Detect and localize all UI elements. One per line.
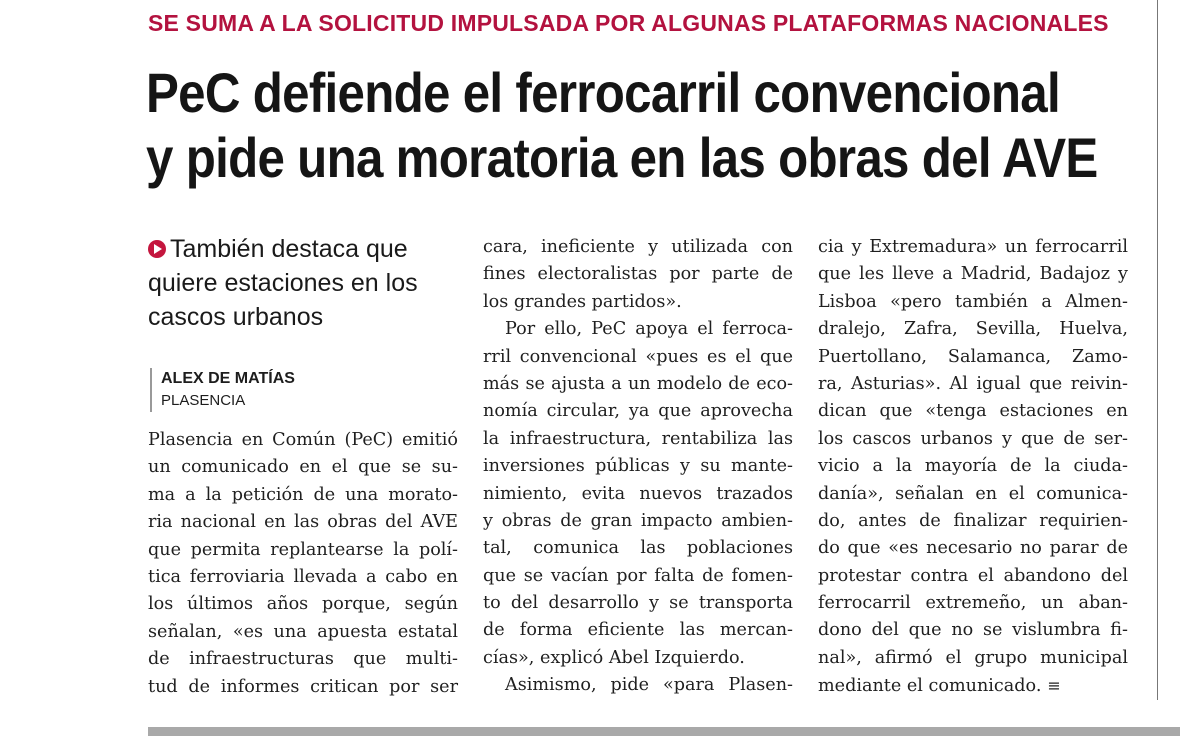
- headline: [146, 60, 1180, 190]
- text-line-content: y obras de gran impacto ambien-: [483, 510, 793, 531]
- text-line: [148, 564, 458, 591]
- text-line: [483, 316, 793, 343]
- text-line: [818, 590, 1128, 617]
- text-line: [148, 509, 458, 536]
- text-line-content: Puertollano, Salamanca, Zamo-: [818, 346, 1128, 367]
- text-line-content: do, antes de finalizar requirien-: [818, 510, 1128, 531]
- text-line: [148, 591, 458, 618]
- text-line: [483, 371, 793, 398]
- text-line: [483, 672, 793, 699]
- text-line-content: señalan, «es una apuesta estatal: [148, 621, 458, 642]
- column-divider: [1157, 0, 1158, 700]
- article-column-1: [148, 427, 458, 701]
- headline-line: PeC defiende el ferrocarril convencional: [146, 61, 1060, 124]
- text-line: [818, 261, 1128, 288]
- text-line-content: mediante el comunicado.: [818, 676, 1042, 697]
- play-bullet-icon: [148, 240, 166, 258]
- text-line: [818, 617, 1128, 644]
- text-line: [148, 674, 458, 701]
- text-line: [483, 398, 793, 425]
- text-line: [818, 234, 1128, 261]
- text-line: [148, 454, 458, 481]
- subhead-text: También destaca que quiere estaciones en los cascos urbanos: [148, 235, 418, 331]
- text-line-content: más se ajusta a un modelo de eco-: [483, 373, 793, 394]
- text-line: [148, 427, 458, 454]
- text-line-content: dralejo, Zafra, Sevilla, Huelva,: [818, 319, 1128, 340]
- text-line-content: que permita replantearse la polí-: [148, 539, 458, 560]
- kicker: SE SUMA A LA SOLICITUD IMPULSADA POR ALGUNAS PLATAFORMAS NACIONALES: [148, 10, 1109, 36]
- text-line: [818, 289, 1128, 316]
- text-line-content: los grandes partidos».: [483, 291, 682, 312]
- subhead: [148, 232, 468, 334]
- text-line: [483, 261, 793, 288]
- text-line: [483, 590, 793, 617]
- text-line: [818, 316, 1128, 343]
- page-bottom-bar: [148, 727, 1180, 736]
- text-line-content: ma a la petición de una morato-: [148, 484, 458, 505]
- text-line: [818, 344, 1128, 371]
- text-line: [818, 535, 1128, 562]
- text-line-content: vicio a la mayoría de la ciuda-: [818, 456, 1128, 477]
- text-line: [818, 426, 1128, 453]
- text-line: [483, 481, 793, 508]
- text-line-content: nomía circular, ya que aprovecha: [483, 401, 793, 422]
- text-line-content: protestar contra el abandono del: [818, 565, 1128, 586]
- text-line-content: cías», explicó Abel Izquierdo.: [483, 647, 745, 668]
- text-line: [148, 646, 458, 673]
- text-line-content: ra, Asturias». Al igual que reivin-: [818, 373, 1128, 394]
- text-line: [818, 563, 1128, 590]
- text-line: [818, 508, 1128, 535]
- byline: [150, 368, 295, 412]
- text-line-content: ria nacional en las obras del AVE: [148, 512, 458, 533]
- text-line-content: dican que «tenga estaciones en: [818, 401, 1128, 422]
- byline-place: PLASENCIA: [161, 392, 246, 409]
- text-line: [148, 482, 458, 509]
- text-line-content: los últimos años porque, según: [148, 594, 458, 615]
- text-line-content: do que «es necesario no parar de: [818, 538, 1128, 559]
- text-line-content: tud de informes critican por ser: [148, 676, 458, 697]
- text-line-content: ferrocarril extremeño, un aban-: [818, 593, 1128, 614]
- text-line-content: Plasencia en Común (PeC) emitió: [148, 430, 458, 450]
- text-line-content: nimiento, evita nuevos trazados: [483, 483, 793, 504]
- text-line-content: fines electoralistas por parte de: [483, 264, 793, 285]
- text-line-content: que se vacían por falta de fomen-: [483, 565, 793, 586]
- text-line: [483, 426, 793, 453]
- text-line-content: nal», afirmó el grupo municipal: [818, 647, 1128, 668]
- article-column-3: [818, 234, 1128, 700]
- text-line-content: la infraestructura, rentabiliza las: [483, 428, 793, 449]
- text-line-content: que les lleve a Madrid, Badajoz y: [818, 264, 1128, 285]
- text-line: [818, 672, 1128, 699]
- text-line: [483, 344, 793, 371]
- article-column-2: [483, 234, 793, 700]
- headline-line: y pide una moratoria en las obras del AVE: [146, 126, 1098, 189]
- text-line-content: dono del que no se vislumbra fi-: [818, 620, 1128, 641]
- text-line-content: Lisboa «pero también a Almen-: [818, 291, 1128, 312]
- text-line: [483, 289, 793, 316]
- text-line: [818, 371, 1128, 398]
- text-line-content: Por ello, PeC apoya el ferroca-: [505, 319, 793, 340]
- byline-author: ALEX DE MATÍAS: [161, 370, 295, 387]
- text-line-content: los cascos urbanos y que de ser-: [818, 428, 1128, 449]
- text-line: [148, 619, 458, 646]
- text-line: [483, 453, 793, 480]
- text-line: [483, 508, 793, 535]
- text-line-content: de infraestructuras que multi-: [148, 649, 458, 670]
- text-line-content: un comunicado en el que se su-: [148, 457, 458, 478]
- text-line-content: tal, comunica las poblaciones: [483, 538, 793, 559]
- text-line: [818, 398, 1128, 425]
- text-line-content: cia y Extremadura» un ferrocarril: [818, 237, 1128, 257]
- text-line: [483, 563, 793, 590]
- text-line: [483, 645, 793, 672]
- text-line-content: tica ferroviaria llevada a cabo en: [148, 566, 458, 587]
- text-line: [818, 645, 1128, 672]
- text-line-content: inversiones públicas y su mante-: [483, 456, 793, 477]
- text-line-content: danía», señalan en el comunica-: [818, 483, 1128, 504]
- text-line: [148, 537, 458, 564]
- text-line: [818, 453, 1128, 480]
- end-of-article-icon: ≡: [1047, 676, 1061, 696]
- text-line-content: de forma eficiente las mercan-: [483, 620, 793, 641]
- text-line-content: Asimismo, pide «para Plasen-: [505, 675, 793, 696]
- text-line: [818, 481, 1128, 508]
- text-line-content: to del desarrollo y se transporta: [483, 593, 793, 614]
- text-line-content: rril convencional «pues es el que: [483, 346, 793, 367]
- text-line: [483, 535, 793, 562]
- text-line: [483, 617, 793, 644]
- text-line-content: cara, ineficiente y utilizada con: [483, 237, 793, 257]
- text-line: [483, 234, 793, 261]
